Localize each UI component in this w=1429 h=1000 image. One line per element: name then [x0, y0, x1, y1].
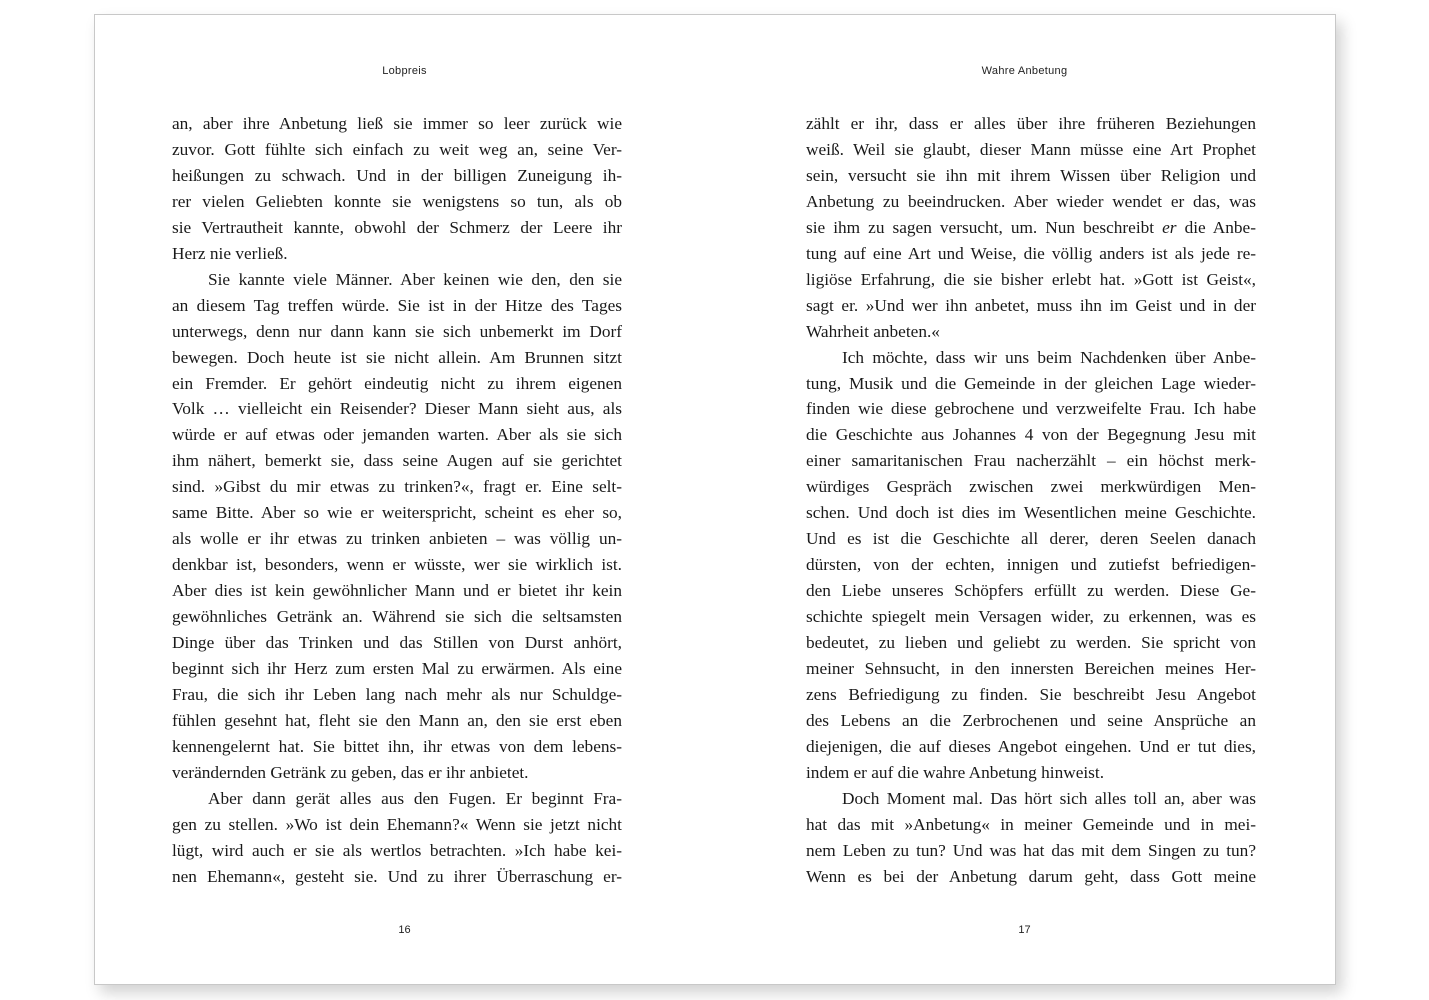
text-line: an diesem Tag treffen würde. Sie ist in der Hitze des Tages — [172, 295, 622, 315]
right-page — [714, 14, 1336, 985]
right-text-block — [806, 111, 1256, 890]
text-line: Aber dies ist kein gewöhnlicher Mann und er bietet ihr kein — [172, 581, 622, 601]
text-line: sagt er. »Und wer ihn anbetet, muss ihn im Geist und in der — [806, 295, 1256, 315]
text-line: würde er auf etwas oder jemanden warten. Aber als sie sich — [172, 425, 622, 445]
text-line: ein Fremder. Er gehört eindeutig nicht zu ihrem eigenen — [172, 373, 622, 393]
text-line: gewöhnliches Getränk an. Während sie sich die seltsamsten — [172, 607, 622, 627]
text-line: nem Leben zu tun? Und was hat das mit dem Singen zu tun? — [806, 840, 1256, 860]
page-number-right: 17 — [1018, 924, 1031, 936]
text-line: zuvor. Gott fühlte sich einfach zu weit weg an, seine Ver- — [172, 139, 622, 159]
text-line: gen zu stellen. »Wo ist dein Ehemann?« Wenn sie jetzt nicht — [172, 814, 622, 834]
text-line: fühlen gesehnt hat, fleht sie den Mann an, den sie erst eben — [172, 710, 622, 730]
text-line: finden wie diese gebrochene und verzweifelte Frau. Ich habe — [806, 399, 1256, 419]
text-line: lügt, wird auch er sie als wertlos betrachten. »Ich habe kei- — [172, 840, 622, 860]
text-line: Anbetung zu beeindrucken. Aber wieder wendet er das, was — [806, 191, 1256, 211]
left-text-block — [172, 111, 622, 890]
text-line: zens Befriedigung zu finden. Sie beschreibt Jesu Angebot — [806, 684, 1256, 704]
text-line: einer samaritanischen Frau nacherzählt – ein höchst merk- — [806, 451, 1256, 471]
text-line: Herz nie verließ. — [172, 243, 288, 263]
text-line: würdiges Gespräch zwischen zwei merkwürdigen Men- — [806, 477, 1256, 497]
text-line: weiß. Weil sie glaubt, dieser Mann müsse eine Art Prophet — [806, 139, 1256, 159]
text-line: Aber dann gerät alles aus den Fugen. Er beginnt Fra- — [208, 788, 622, 808]
text-line: beginnt sich ihr Herz zum ersten Mal zu erwärmen. Als eine — [172, 659, 622, 679]
text-line: Wahrheit anbeten.« — [806, 321, 940, 341]
text-line: sie Vertrautheit kannte, obwohl der Schmerz der Leere ihr — [172, 217, 622, 237]
text-line: bedeutet, zu lieben und geliebt zu werden. Sie spricht von — [806, 633, 1256, 653]
text-line: hat das mit »Anbetung« in meiner Gemeinde und in mei- — [806, 814, 1256, 834]
text-line: same Bitte. Aber so wie er weiterspricht, scheint es eher so, — [172, 503, 622, 523]
text-line: zählt er ihr, dass er alles über ihre früheren Beziehungen — [806, 114, 1256, 133]
text-line: ligiöse Erfahrung, die sie bisher erlebt hat. »Gott ist Geist«, — [806, 269, 1256, 289]
text-line: Volk … vielleicht ein Reisender? Dieser Mann sieht aus, als — [172, 399, 622, 419]
text-line: Dinge über das Trinken und das Stillen von Durst anhört, — [172, 633, 622, 653]
paragraph — [806, 111, 1256, 345]
book-spread — [94, 14, 1336, 985]
page-number-left: 16 — [398, 924, 411, 936]
text-line: denkbar ist, besonders, wenn er wüsste, wer sie wirklich ist. — [172, 555, 622, 575]
paragraph — [172, 111, 622, 267]
text-line: den Liebe unseres Schöpfers erfüllt zu werden. Diese Ge- — [806, 581, 1256, 601]
text-line: meiner Sehnsucht, in den innersten Bereichen meines Her- — [806, 659, 1256, 679]
text-line: schen. Und doch ist dies im Wesentlichen meine Geschichte. — [806, 503, 1256, 523]
running-head-right: Wahre Anbetung — [981, 65, 1068, 77]
text-line: Wenn es bei der Anbetung darum geht, dass Gott meine — [806, 866, 1256, 886]
text-line: tung auf eine Art und Weise, die völlig anders ist als jede re- — [806, 243, 1256, 263]
text-line: schichte spiegelt mein Versagen wider, zu erkennen, was es — [806, 607, 1256, 627]
left-page — [94, 14, 714, 985]
text-line: sie ihm zu sagen versucht, um. Nun beschreibt er die Anbe- — [806, 217, 1256, 237]
text-line: bewegen. Doch heute ist sie nicht allein. Am Brunnen sitzt — [172, 347, 622, 367]
text-line: nen Ehemann«, gesteht sie. Und zu ihrer Überraschung er- — [172, 866, 622, 886]
paragraph — [806, 345, 1256, 786]
paragraph — [172, 267, 622, 786]
text-line: dürsten, von der echten, innigen und zutiefst befriedigen- — [806, 555, 1256, 575]
text-line: des Lebens an die Zerbrochenen und seine Ansprüche an — [806, 710, 1256, 730]
running-head-left: Lobpreis — [382, 65, 427, 77]
text-line: unterwegs, denn nur dann kann sie sich unbemerkt im Dorf — [172, 321, 622, 341]
text-line: verändernden Getränk zu geben, das er ihr anbietet. — [172, 762, 529, 782]
text-line: rer vielen Geliebten konnte sie wenigstens so tun, als ob — [172, 191, 622, 211]
text-line: kennengelernt hat. Sie bittet ihn, ihr etwas von dem lebens- — [172, 736, 622, 756]
text-line: Und es ist die Geschichte all derer, deren Seelen danach — [806, 529, 1256, 549]
text-line: tung, Musik und die Gemeinde in der gleichen Lage wieder- — [806, 373, 1256, 393]
text-line: ihm nähert, bemerkt sie, dass seine Augen auf sie gerichtet — [172, 451, 622, 471]
text-line: Sie kannte viele Männer. Aber keinen wie den, den sie — [208, 269, 622, 289]
text-line: an, aber ihre Anbetung ließ sie immer so leer zurück wie — [172, 114, 622, 133]
text-line: als wolle er ihr etwas zu trinken anbieten – was völlig un- — [172, 529, 622, 549]
text-line: indem er auf die wahre Anbetung hinweist. — [806, 762, 1105, 782]
paragraph — [172, 786, 622, 890]
text-line: Frau, die sich ihr Leben lang nach mehr als nur Schuldge- — [172, 684, 622, 704]
text-line: sein, versucht sie ihn mit ihrem Wissen über Religion und — [806, 165, 1256, 185]
text-line: Ich möchte, dass wir uns beim Nachdenken über Anbe- — [842, 347, 1256, 367]
text-line: sind. »Gibst du mir etwas zu trinken?«, fragt er. Eine selt- — [172, 477, 622, 497]
text-line: die Geschichte aus Johannes 4 von der Begegnung Jesu mit — [806, 425, 1256, 445]
paragraph — [806, 786, 1256, 890]
text-line: Doch Moment mal. Das hört sich alles toll an, aber was — [842, 788, 1256, 808]
text-line: heißungen zu schwach. Und in der billigen Zuneigung ih- — [172, 165, 622, 185]
text-line: diejenigen, die auf dieses Angebot eingehen. Und er tut dies, — [806, 736, 1256, 756]
